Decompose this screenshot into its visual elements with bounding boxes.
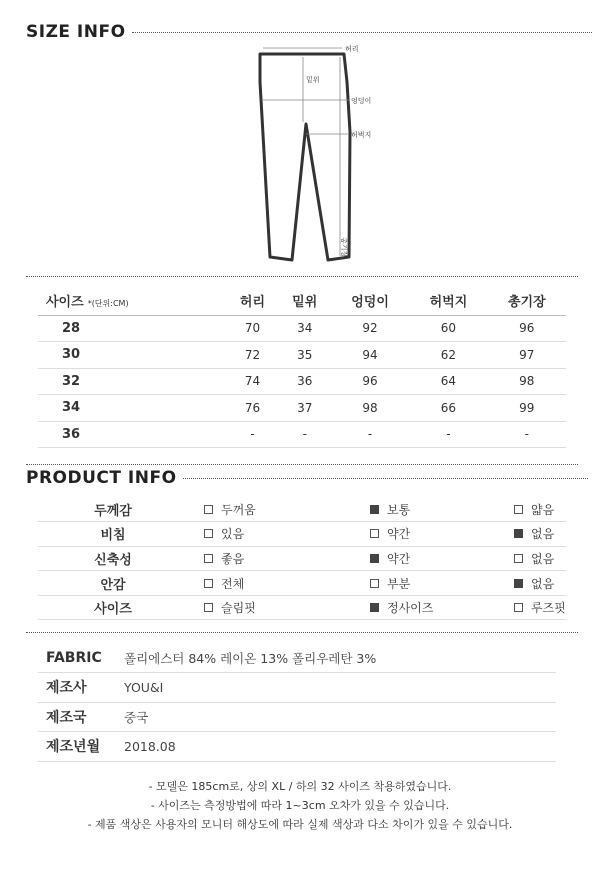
empty-box-icon <box>370 529 379 538</box>
note-line: - 모델은 185cm로, 상의 XL / 하의 32 사이즈 착용하였습니다. <box>148 780 452 793</box>
fabric-info-table <box>38 643 556 762</box>
measure-cell: 35 <box>279 342 331 369</box>
option-label: 약간 <box>387 527 411 542</box>
measure-cell: 98 <box>488 368 566 395</box>
option-cell <box>450 571 566 596</box>
option-cell <box>178 497 314 522</box>
empty-box-icon <box>204 603 213 612</box>
size-cell: 30 <box>38 342 226 369</box>
measure-cell: 96 <box>488 315 566 342</box>
size-cell: 28 <box>38 315 226 342</box>
divider-line <box>26 464 578 465</box>
heading-divider <box>183 478 588 479</box>
checked-box-icon <box>370 505 379 514</box>
empty-box-icon <box>514 603 523 612</box>
option-label: 보통 <box>387 502 411 517</box>
option-label: 전체 <box>221 576 245 591</box>
product-info-row <box>38 595 566 620</box>
fabric-info-row <box>38 643 556 673</box>
option-label: 부분 <box>387 576 411 591</box>
empty-box-icon <box>514 505 523 514</box>
measure-cell: 98 <box>331 395 409 422</box>
attribute-label: 사이즈 <box>38 595 178 620</box>
option-label: 두꺼움 <box>221 502 256 517</box>
attribute-label: 비침 <box>38 522 178 547</box>
option-cell <box>314 595 450 620</box>
option-label: 없음 <box>531 576 555 591</box>
checked-box-icon <box>514 579 523 588</box>
length-label: 총기장 <box>340 237 348 258</box>
checked-box-icon <box>370 603 379 612</box>
measure-cell: - <box>488 421 566 448</box>
size-info-heading <box>26 22 592 42</box>
measure-cell: 94 <box>331 342 409 369</box>
fabric-info-label: 제조년월 <box>38 732 124 762</box>
size-row <box>38 395 566 422</box>
product-info-row <box>38 571 566 596</box>
option-cell <box>314 546 450 571</box>
checked-box-icon <box>370 554 379 563</box>
measure-cell: 66 <box>409 395 487 422</box>
attribute-label: 두께감 <box>38 497 178 522</box>
measure-cell: 97 <box>488 342 566 369</box>
measure-cell: - <box>409 421 487 448</box>
product-info-row <box>38 497 566 522</box>
fabric-info-row <box>38 702 556 732</box>
header-col: 밑위 <box>279 287 331 315</box>
hip-label: 엉덩이 <box>351 97 372 105</box>
divider-line <box>26 276 578 277</box>
measure-cell: 76 <box>226 395 278 422</box>
rise-label: 밑위 <box>306 76 320 84</box>
option-cell <box>450 546 566 571</box>
fabric-info-label: 제조사 <box>38 673 124 703</box>
fabric-info-row <box>38 673 556 703</box>
size-cell: 32 <box>38 368 226 395</box>
measure-cell: 99 <box>488 395 566 422</box>
thigh-label: 허벅지 <box>351 131 372 139</box>
option-cell <box>314 571 450 596</box>
option-label: 약간 <box>387 551 411 566</box>
fabric-info-row <box>38 732 556 762</box>
empty-box-icon <box>514 554 523 563</box>
note-line: - 제품 색상은 사용자의 모니터 해상도에 따라 실제 색상과 다소 차이가 있을 수 있습니다. <box>87 818 513 831</box>
product-info-title: PRODUCT INFO <box>26 468 177 488</box>
product-info-row <box>38 522 566 547</box>
measure-cell: - <box>226 421 278 448</box>
measure-cell: - <box>279 421 331 448</box>
option-label: 슬림핏 <box>221 601 256 616</box>
header-col: 허리 <box>226 287 278 315</box>
option-cell <box>314 522 450 547</box>
size-row <box>38 421 566 448</box>
measure-cell: 34 <box>279 315 331 342</box>
fabric-info-value: 2018.08 <box>124 732 556 762</box>
pants-diagram <box>250 42 380 267</box>
measure-cell: 70 <box>226 315 278 342</box>
option-cell <box>450 595 566 620</box>
product-info-heading <box>26 468 588 488</box>
option-cell <box>178 571 314 596</box>
header-col: 총기장 <box>488 287 566 315</box>
option-cell <box>178 546 314 571</box>
measure-cell: 60 <box>409 315 487 342</box>
option-label: 없음 <box>531 527 555 542</box>
measure-cell: 92 <box>331 315 409 342</box>
empty-box-icon <box>204 579 213 588</box>
empty-box-icon <box>204 554 213 563</box>
size-cell: 36 <box>38 421 226 448</box>
product-info-row <box>38 546 566 571</box>
notes <box>0 777 600 834</box>
measure-cell: 37 <box>279 395 331 422</box>
option-label: 정사이즈 <box>387 601 434 616</box>
option-label: 있음 <box>221 527 245 542</box>
divider-line <box>26 632 578 633</box>
option-label: 얇음 <box>531 502 555 517</box>
measure-cell: 96 <box>331 368 409 395</box>
option-label: 좋음 <box>221 551 245 566</box>
empty-box-icon <box>204 529 213 538</box>
size-row <box>38 315 566 342</box>
waist-label: 허리 <box>345 45 359 53</box>
option-cell <box>450 497 566 522</box>
option-label: 루즈핏 <box>531 601 566 616</box>
option-cell <box>178 595 314 620</box>
note-line: - 사이즈는 측정방법에 따라 1~3cm 오차가 있을 수 있습니다. <box>150 799 450 812</box>
fabric-info-label: FABRIC <box>38 643 124 673</box>
size-table-header <box>38 287 566 315</box>
header-col: 엉덩이 <box>331 287 409 315</box>
measure-cell: 62 <box>409 342 487 369</box>
size-table <box>38 287 566 448</box>
size-cell: 34 <box>38 395 226 422</box>
empty-box-icon <box>204 505 213 514</box>
fabric-info-value: YOU&I <box>124 673 556 703</box>
empty-box-icon <box>370 579 379 588</box>
checked-box-icon <box>514 529 523 538</box>
measure-cell: 64 <box>409 368 487 395</box>
option-cell <box>178 522 314 547</box>
measure-cell: 74 <box>226 368 278 395</box>
attribute-label: 신축성 <box>38 546 178 571</box>
option-cell <box>450 522 566 547</box>
attribute-label: 안감 <box>38 571 178 596</box>
heading-divider <box>132 32 592 33</box>
header-size: 사이즈 *(단위:CM) <box>38 287 226 315</box>
measure-cell: - <box>331 421 409 448</box>
measure-cell: 36 <box>279 368 331 395</box>
option-cell <box>314 497 450 522</box>
option-label: 없음 <box>531 551 555 566</box>
fabric-info-value: 폴리에스터 84% 레이온 13% 폴리우레탄 3% <box>124 643 556 673</box>
size-row <box>38 368 566 395</box>
header-col: 허벅지 <box>409 287 487 315</box>
fabric-info-value: 중국 <box>124 702 556 732</box>
size-row <box>38 342 566 369</box>
measure-cell: 72 <box>226 342 278 369</box>
size-info-title: SIZE INFO <box>26 22 126 42</box>
fabric-info-label: 제조국 <box>38 702 124 732</box>
product-info-table <box>38 497 566 620</box>
